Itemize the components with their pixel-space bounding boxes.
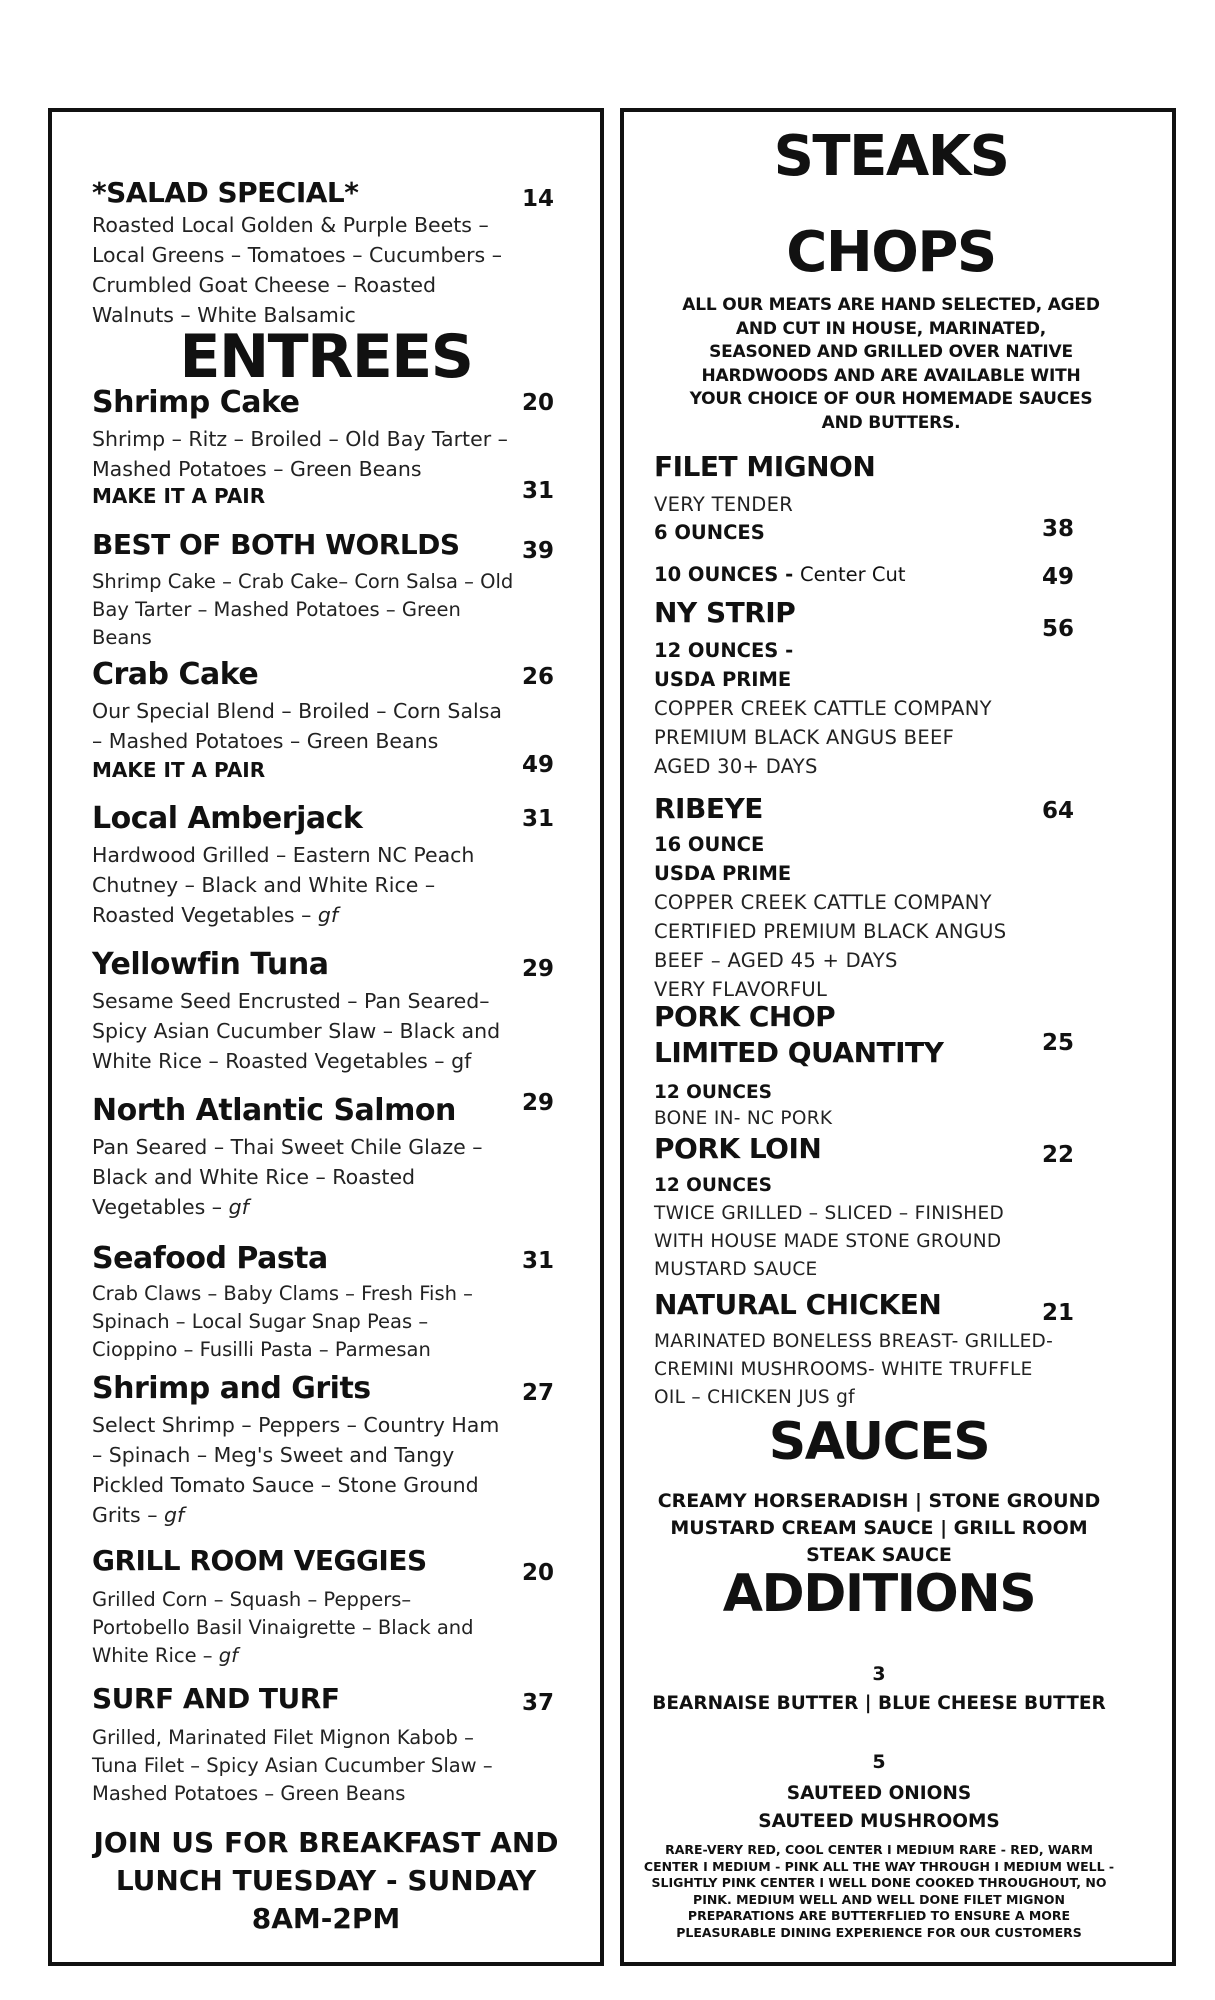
grits-desc: Select Shrimp – Peppers – Country Ham – Spinach – Meg's Sweet and Tangy Pickled Tomato Sauce – Stone Ground Grits – gf: [92, 1413, 500, 1527]
grits-title: Shrimp and Grits: [92, 1371, 371, 1406]
veggies-title: GRILL ROOM VEGGIES: [92, 1544, 427, 1577]
additions-sauteed: SAUTEED ONIONS SAUTEED MUSHROOMS: [758, 1783, 1000, 1832]
best-of-both-title: BEST OF BOTH WORLDS: [92, 528, 460, 561]
sauces-list: CREAMY HORSERADISH | STONE GROUND MUSTARD CREAM SAUCE | GRILL ROOM STEAK SAUCE: [657, 1490, 1101, 1566]
additions-price-5: 5: [872, 1751, 886, 1773]
filet-price-6: 38: [1042, 516, 1075, 542]
filet-price-10: 49: [1042, 564, 1075, 590]
chicken-title: NATURAL CHICKEN: [654, 1288, 942, 1321]
filet-size-6: 6 OUNCES: [654, 521, 765, 544]
crab-cake-title: Crab Cake: [92, 657, 259, 692]
surf-turf-price: 37: [522, 1690, 555, 1716]
entrees-panel: [48, 108, 604, 1966]
salad-special-title: *SALAD SPECIAL*: [92, 176, 359, 209]
best-of-both-price: 39: [522, 538, 555, 564]
crab-cake-pair-label: MAKE IT A PAIR: [92, 758, 266, 782]
entrees-heading: ENTREES: [179, 322, 473, 392]
shrimp-cake-price: 20: [522, 390, 555, 416]
grits-price: 27: [522, 1380, 555, 1406]
ny-strip-desc: 12 OUNCES - USDA PRIME COPPER CREEK CATTLE COMPANY PREMIUM BLACK ANGUS BEEF AGED 30+ DAYS: [654, 639, 992, 778]
salmon-desc: Pan Seared – Thai Sweet Chile Glaze – Black and White Rice – Roasted Vegetables – gf: [92, 1135, 483, 1219]
veggies-desc: Grilled Corn – Squash – Peppers– Portobello Basil Vinaigrette – Black and White Rice – gf: [92, 1588, 474, 1667]
additions-heading: ADDITIONS: [722, 1564, 1036, 1624]
tuna-desc: Sesame Seed Encrusted – Pan Seared– Spicy Asian Cucumber Slaw – Black and White Rice – Roasted Vegetables – gf: [92, 989, 501, 1073]
ribeye-title: RIBEYE: [654, 792, 763, 825]
ny-strip-price: 56: [1042, 616, 1075, 642]
steaks-heading: STEAKS: [773, 124, 1009, 189]
pasta-title: Seafood Pasta: [92, 1241, 328, 1276]
tuna-price: 29: [522, 956, 555, 982]
sauces-heading: SAUCES: [768, 1412, 990, 1472]
pork-loin-title: PORK LOIN: [654, 1132, 822, 1165]
pork-chop-title: PORK CHOP: [654, 1000, 836, 1033]
crab-cake-pair-price: 49: [522, 752, 555, 778]
pork-loin-price: 22: [1042, 1142, 1075, 1168]
breakfast-lunch-notice: JOIN US FOR BREAKFAST AND LUNCH TUESDAY - SUNDAY 8AM-2PM: [93, 1826, 559, 1935]
shrimp-cake-title: Shrimp Cake: [92, 385, 300, 420]
veggies-price: 20: [522, 1560, 555, 1586]
ribeye-desc: 16 OUNCE USDA PRIME COPPER CREEK CATTLE COMPANY CERTIFIED PREMIUM BLACK ANGUS BEEF – AGED 45 + DAYS VERY FLAVORFUL: [654, 833, 1007, 1001]
crab-cake-price: 26: [522, 664, 555, 690]
surf-turf-title: SURF AND TURF: [92, 1682, 340, 1715]
filet-desc: VERY TENDER: [654, 493, 794, 516]
pork-chop-price: 25: [1042, 1030, 1075, 1056]
steaks-chops-panel: [620, 108, 1176, 1966]
ribeye-price: 64: [1042, 798, 1075, 824]
pork-chop-size: 12 OUNCES: [654, 1082, 772, 1103]
tuna-title: Yellowfin Tuna: [92, 947, 329, 982]
pasta-desc: Crab Claws – Baby Clams – Fresh Fish – Spinach – Local Sugar Snap Peas – Cioppino – Fusilli Pasta – Parmesan: [92, 1282, 473, 1361]
amberjack-title: Local Amberjack: [92, 801, 363, 836]
additions-butters: BEARNAISE BUTTER | BLUE CHEESE BUTTER: [652, 1693, 1106, 1714]
chicken-desc: MARINATED BONELESS BREAST- GRILLED- CREMINI MUSHROOMS- WHITE TRUFFLE OIL – CHICKEN JUS gf: [654, 1331, 1054, 1408]
filet-title: FILET MIGNON: [654, 450, 876, 483]
pasta-price: 31: [522, 1248, 555, 1274]
pork-chop-desc: BONE IN- NC PORK: [654, 1108, 833, 1129]
shrimp-cake-pair-price: 31: [522, 478, 555, 504]
salad-special-price: 14: [522, 186, 555, 212]
salmon-title: North Atlantic Salmon: [92, 1093, 456, 1128]
additions-price-3: 3: [872, 1663, 886, 1685]
shrimp-cake-desc: Shrimp – Ritz – Broiled – Old Bay Tarter – Mashed Potatoes – Green Beans: [92, 427, 508, 481]
salmon-price: 29: [522, 1090, 555, 1116]
shrimp-cake-pair-label: MAKE IT A PAIR: [92, 484, 266, 508]
surf-turf-desc: Grilled, Marinated Filet Mignon Kabob – Tuna Filet – Spicy Asian Cucumber Slaw – Mashed Potatoes – Green Beans: [92, 1726, 493, 1805]
pork-loin-desc: 12 OUNCES TWICE GRILLED – SLICED – FINISHED WITH HOUSE MADE STONE GROUND MUSTARD SAUCE: [654, 1175, 1004, 1280]
crab-cake-desc: Our Special Blend – Broiled – Corn Salsa – Mashed Potatoes – Green Beans: [92, 699, 502, 753]
ny-strip-title: NY STRIP: [654, 596, 796, 629]
filet-size-10: 10 OUNCES - Center Cut: [654, 563, 906, 586]
cooking-temperatures-note: RARE-VERY RED, COOL CENTER I MEDIUM RARE - RED, WARM CENTER I MEDIUM - PINK ALL THE WAY THROUGH I MEDIUM WELL - SLIGHTLY PINK CENTER I WELL DONE COOKED THROUGHOUT, NO PINK. MEDIUM WELL AND WELL DONE FILET MIGNON PREPARATIONS ARE BUTTERFLIED TO ENSURE A MORE PLEASURABLE DINING EXPERIENCE FOR OUR CUSTOMERS: [643, 1842, 1115, 1940]
pork-chop-limited: LIMITED QUANTITY: [654, 1036, 944, 1069]
salad-special-desc: Roasted Local Golden & Purple Beets – Local Greens – Tomatoes – Cucumbers – Crumbled Goat Cheese – Roasted Walnuts – White Balsamic: [92, 213, 502, 327]
chops-heading: CHOPS: [786, 220, 996, 285]
chicken-price: 21: [1042, 1300, 1075, 1326]
amberjack-desc: Hardwood Grilled – Eastern NC Peach Chutney – Black and White Rice – Roasted Vegetables – gf: [92, 843, 475, 927]
amberjack-price: 31: [522, 806, 555, 832]
meats-intro: ALL OUR MEATS ARE HAND SELECTED, AGED AND CUT IN HOUSE, MARINATED, SEASONED AND GRILLED OVER NATIVE HARDWOODS AND ARE AVAILABLE WITH YOUR CHOICE OF OUR HOMEMADE SAUCES AND BUTTERS.: [682, 295, 1100, 433]
best-of-both-desc: Shrimp Cake – Crab Cake– Corn Salsa – Old Bay Tarter – Mashed Potatoes – Green Beans: [92, 570, 514, 649]
